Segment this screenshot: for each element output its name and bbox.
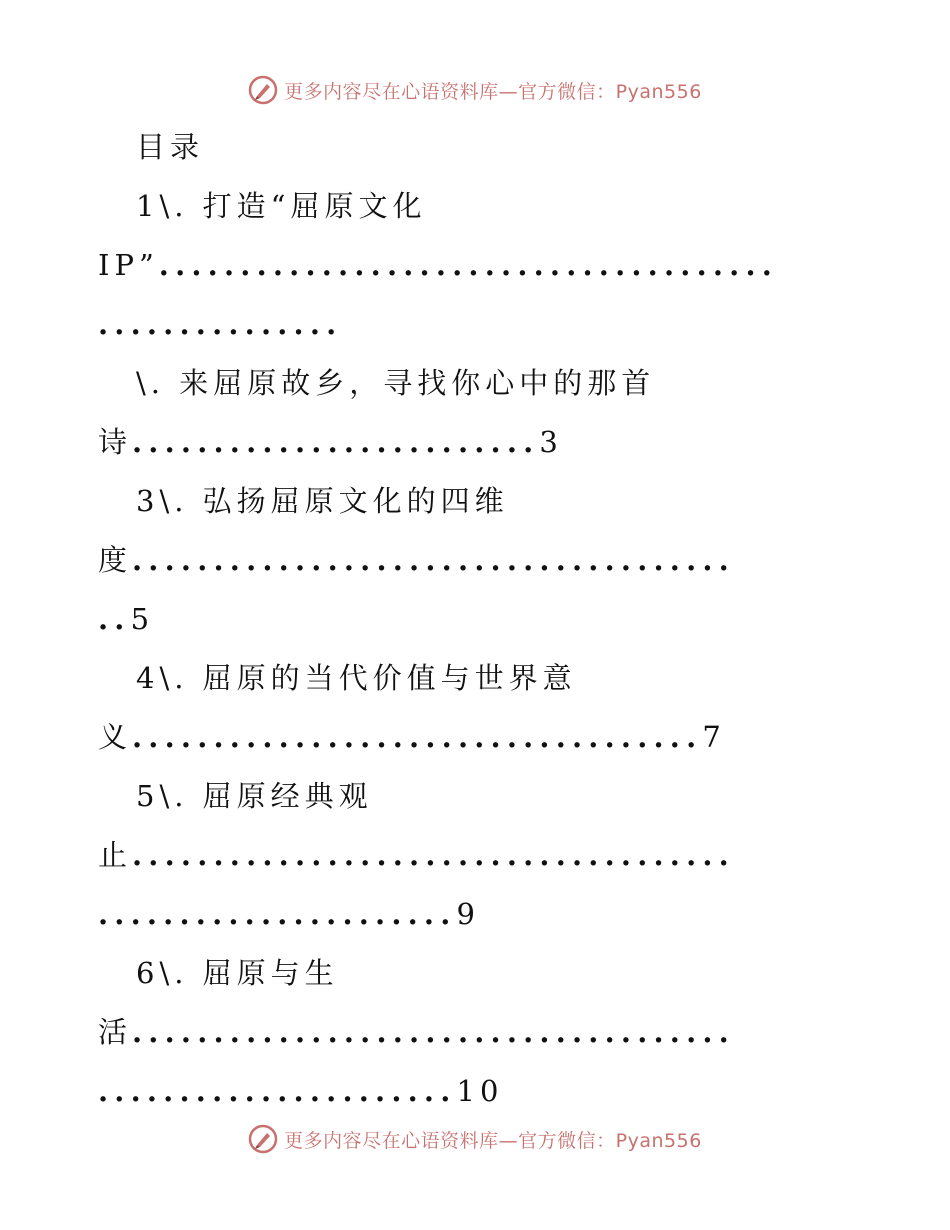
toc-entry-4-heading: 4\. 屈原的当代价值与世界意 xyxy=(136,661,577,695)
toc-entry-3-wrap: 度 xyxy=(98,543,133,577)
toc-entry-5-line xyxy=(98,826,848,885)
toc-entry-5-leader: ..................................... xyxy=(132,838,735,872)
toc-entry-1-leader-2: ............... xyxy=(98,307,343,341)
table-of-contents xyxy=(98,118,848,1121)
pen-logo-icon xyxy=(248,75,278,105)
toc-entry-2-leader: ......................... xyxy=(132,425,540,459)
toc-entry-3-line xyxy=(98,531,848,590)
toc-entry-5-wrap: 止 xyxy=(98,838,133,872)
toc-title: 目录 xyxy=(136,130,205,164)
toc-entry-6-wrap: 活 xyxy=(98,1015,133,1049)
toc-entry-5-line-2 xyxy=(98,885,848,944)
toc-entry-1-leader: ...................................... xyxy=(158,248,779,282)
toc-entry-6-leader: ..................................... xyxy=(132,1015,735,1049)
toc-entry-3-page: 5 xyxy=(130,602,155,636)
toc-entry-2-heading: \. 来屈原故乡，寻找你心中的那首 xyxy=(136,366,656,400)
toc-entry-3-heading: 3\. 弘扬屈原文化的四维 xyxy=(136,484,509,518)
toc-entry-4-leader: ................................... xyxy=(132,720,703,754)
toc-entry-6-leader-2: ...................... xyxy=(98,1074,457,1108)
toc-entry-2-line xyxy=(98,413,848,472)
toc-entry-2-wrap: 诗 xyxy=(98,425,133,459)
pen-logo-icon xyxy=(248,1124,278,1154)
footer-watermark-text: 更多内容尽在心语资料库—官方微信：Pyan556 xyxy=(284,1129,702,1152)
header-watermark xyxy=(0,70,950,110)
toc-entry-6-line xyxy=(98,1003,848,1062)
toc-entry-1-line xyxy=(98,236,848,295)
toc-entry-3-leader: ..................................... xyxy=(132,543,735,577)
toc-entry-2-page: 3 xyxy=(539,425,563,459)
toc-entry-3-leader-2: .. xyxy=(98,602,131,636)
toc-entry-1-wrap: IP” xyxy=(98,248,159,282)
toc-entry-4-wrap: 义 xyxy=(98,720,133,754)
toc-entry-6-page: 10 xyxy=(456,1074,504,1108)
toc-entry-6-line-2 xyxy=(98,1062,848,1121)
toc-entry-3-line-2 xyxy=(98,590,848,649)
toc-entry-1-line-2 xyxy=(98,295,848,354)
toc-entry-5-leader-2: ...................... xyxy=(98,897,457,931)
toc-entry-6-heading: 6\. 屈原与生 xyxy=(136,956,339,990)
toc-entry-4-page: 7 xyxy=(702,720,726,754)
toc-entry-4-line xyxy=(98,708,848,767)
toc-entry-5-page: 9 xyxy=(456,897,480,931)
toc-entry-1-heading: 1\. 打造“屈原文化 xyxy=(136,189,427,223)
header-watermark-text: 更多内容尽在心语资料库—官方微信：Pyan556 xyxy=(284,80,702,103)
toc-entry-5-heading: 5\. 屈原经典观 xyxy=(136,779,373,813)
footer-watermark xyxy=(0,1119,950,1159)
